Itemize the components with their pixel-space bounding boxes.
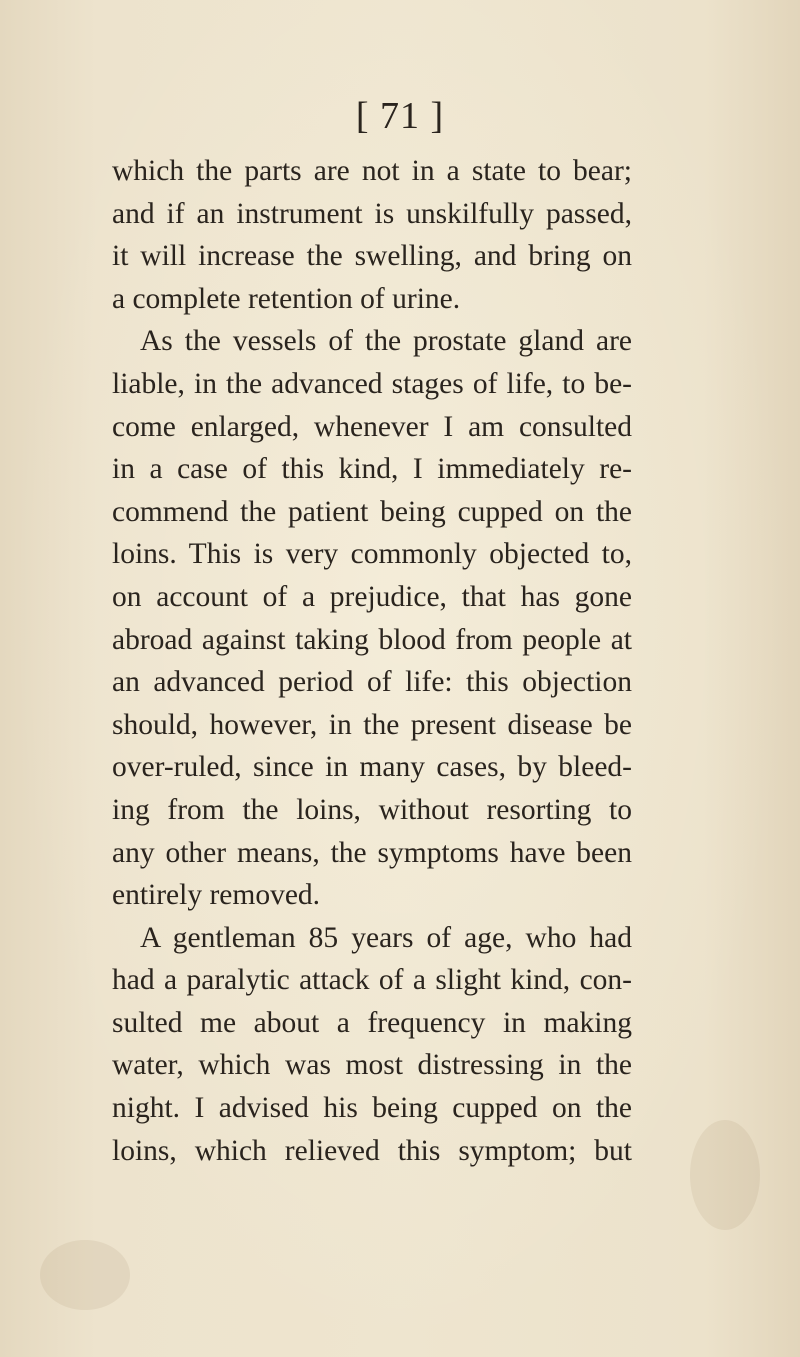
text-line: water, which was most distressing in the	[112, 1049, 632, 1082]
text-line: A gentleman 85 years of age, who had	[140, 921, 632, 954]
paper-stain	[40, 1240, 130, 1310]
text-line: a complete retention of urine.	[112, 282, 461, 315]
text-line: commend the patient being cupped on the	[112, 495, 632, 528]
text-line: ing from the loins, without resorting to	[112, 793, 632, 826]
text-line: come enlarged, whenever I am consulted	[112, 410, 632, 443]
text-line: and if an instrument is unskilfully passed,	[112, 197, 632, 230]
text-line: entirely removed.	[112, 879, 321, 912]
text-line: had a paralytic attack of a slight kind, con-	[112, 964, 632, 997]
text-line: loins. This is very commonly objected to,	[112, 538, 632, 571]
text-line: an advanced period of life: this objection	[112, 666, 632, 699]
text-line: it will increase the swelling, and bring on	[112, 240, 632, 273]
text-line: liable, in the advanced stages of life, to be-	[112, 367, 632, 400]
text-line: in a case of this kind, I immediately re-	[112, 453, 632, 486]
text-line: over-ruled, since in many cases, by bleed-	[112, 751, 632, 784]
text-line: night. I advised his being cupped on the	[112, 1092, 632, 1125]
text-line: which the parts are not in a state to bear;	[112, 155, 632, 187]
text-line: any other means, the symptoms have been	[112, 836, 632, 869]
text-line: should, however, in the present disease be	[112, 708, 632, 741]
text-line: abroad against taking blood from people at	[112, 623, 632, 656]
text-line: As the vessels of the prostate gland are	[140, 325, 632, 358]
paper-stain	[690, 1120, 760, 1230]
text-line: loins, which relieved this symptom; but	[112, 1134, 632, 1167]
text-line: sulted me about a frequency in making	[112, 1006, 632, 1039]
body-text	[112, 150, 632, 1172]
page-number: [ 71 ]	[355, 95, 445, 137]
text-line: on account of a prejudice, that has gone	[112, 580, 632, 613]
